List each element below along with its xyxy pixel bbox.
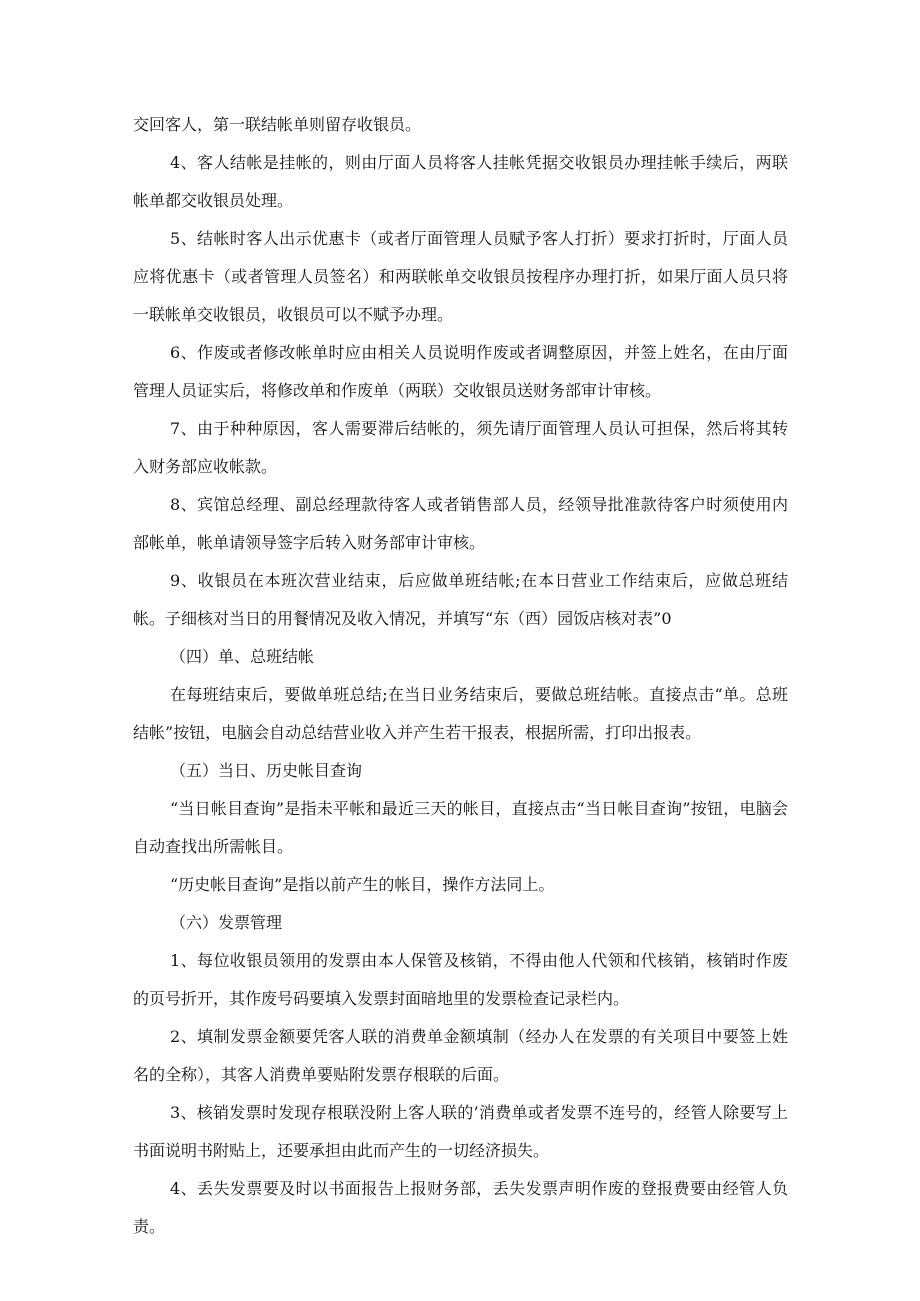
paragraph-invoice-2: 2、填制发票金额要凭客人联的消费单金额填制（经办人在发票的有关项目中要签上姓名的全称），其客人消费单要贴附发票存根联的后面。 — [133, 1027, 788, 1084]
paragraph-item-5: 5、结帐时客人出示优惠卡（或者厅面管理人员赋予客人打折）要求打折时，厅面人员应将优惠卡（或者管理人员签名）和两联帐单交收银员按程序办理打折，如果厅面人员只将一联帐单交收银员，收银员可以不赋予办理。 — [133, 229, 788, 324]
paragraph-invoice-1: 1、每位收银员领用的发票由本人保管及核销，不得由他人代领和代核销，核销时作废的页号折开，其作废号码要填入发票封面暗地里的发票检查记录栏内。 — [133, 951, 788, 1008]
paragraph-invoice-4: 4、丢失发票要及时以书面报告上报财务部，丢失发票声明作废的登报费要由经管人负责。 — [133, 1179, 788, 1236]
paragraph-settlement: 在每班结束后，要做单班总结;在当日业务结束后，要做总班结帐。直接点击“单。总班结帐”按钮，电脑会自动总结营业收入并产生若干报表，根据所需，打印出报表。 — [133, 685, 788, 742]
paragraph-item-8: 8、宾馆总经理、副总经理款待客人或者销售部人员，经领导批准款待客户时须使用内部帐单，帐单请领导签字后转入财务部审计审核。 — [133, 495, 788, 552]
paragraph-invoice-3: 3、核销发票时发现存根联没附上客人联的’消费单或者发票不连号的，经管人除要写上书面说明书附贴上，还要承担由此而产生的一切经济损失。 — [133, 1103, 788, 1160]
paragraph-today-query: “当日帐目查询”是指未平帐和最近三天的帐目，直接点击“当日帐目查询”按钮，电脑会自动查找出所需帐目。 — [133, 799, 788, 856]
paragraph-item-7: 7、由于种种原因，客人需要滞后结帐的，须先请厅面管理人员认可担保，然后将其转入财务部应收帐款。 — [133, 419, 788, 476]
section-heading-4: （四）单、总班结帐 — [170, 647, 315, 666]
paragraph-item-4: 4、客人结帐是挂帐的，则由厅面人员将客人挂帐凭据交收银员办理挂帐手续后，两联帐单都交收银员处理。 — [133, 153, 788, 210]
section-heading-6: （六）发票管理 — [170, 913, 283, 932]
paragraph-continuation: 交回客人，第一联结帐单则留存收银员。 — [133, 115, 422, 134]
paragraph-item-6: 6、作废或者修改帐单时应由相关人员说明作废或者调整原因，并签上姓名，在由厅面管理人员证实后，将修改单和作废单（两联）交收银员送财务部审计审核。 — [133, 343, 788, 400]
paragraph-item-9: 9、收银员在本班次营业结束，后应做单班结帐;在本日营业工作结束后，应做总班结帐。子细核对当日的用餐情况及收入情况，并填写“东（西）园饭店核对表”0 — [133, 571, 788, 628]
document-body — [133, 106, 788, 1246]
paragraph-history-query: “历史帐目查询”是指以前产生的帐目，操作方法同上。 — [170, 875, 555, 894]
section-heading-5: （五）当日、历史帐目查询 — [170, 761, 363, 780]
